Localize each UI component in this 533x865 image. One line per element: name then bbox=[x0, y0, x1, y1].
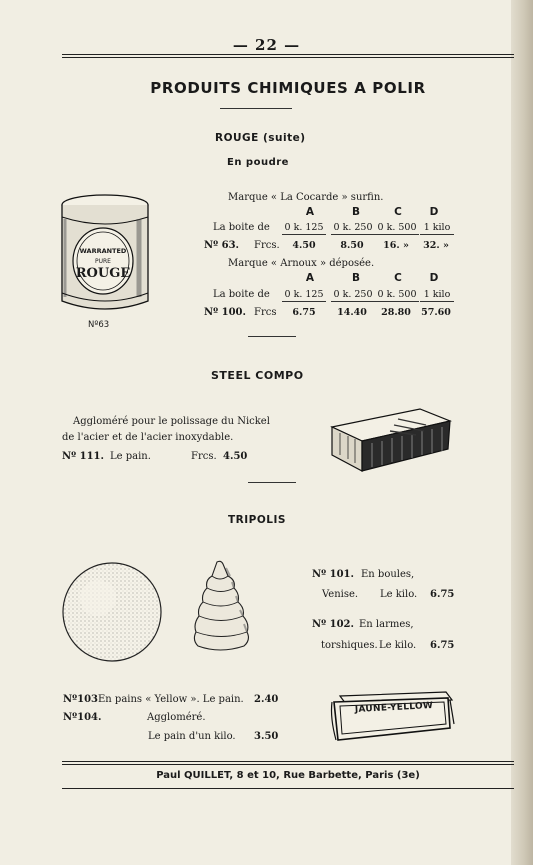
item-101-unit: Le kilo. bbox=[380, 589, 418, 600]
footer-rule-3 bbox=[62, 788, 514, 789]
item-100-unit: Frcs bbox=[254, 307, 277, 318]
item-103-price: 2.40 bbox=[254, 694, 279, 705]
top-rule-2 bbox=[62, 57, 514, 58]
size-c-2: 0 k. 500 bbox=[375, 289, 419, 302]
col-letter-b: B bbox=[351, 206, 360, 218]
item-101-number: Nº 101. bbox=[312, 569, 354, 580]
rouge-tin-illustration bbox=[55, 193, 155, 318]
item-101-price: 6.75 bbox=[430, 589, 455, 600]
col-letter-c: C bbox=[394, 206, 402, 218]
item-63-price-c: 16. » bbox=[383, 240, 409, 251]
col2-letter-b: B bbox=[351, 272, 360, 284]
yellow-bar-illustration bbox=[328, 688, 456, 746]
item-102-line1: En larmes, bbox=[359, 619, 414, 630]
tin-caption: Nº63 bbox=[88, 320, 110, 330]
divider-2 bbox=[248, 482, 296, 483]
item-102-price: 6.75 bbox=[430, 640, 455, 651]
item-63-price-b: 8.50 bbox=[340, 240, 364, 251]
item-63-unit: Frcs. bbox=[254, 240, 280, 251]
size-b-1: 0 k. 250 bbox=[331, 222, 375, 235]
footer-rule-1 bbox=[62, 761, 514, 762]
tripolis-cone-illustration bbox=[190, 558, 252, 654]
item-104-line1: Aggloméré. bbox=[147, 712, 206, 723]
steel-bar-illustration bbox=[328, 405, 453, 475]
size-d-1: 1 kilo bbox=[420, 222, 454, 235]
size-b-2: 0 k. 250 bbox=[331, 289, 375, 302]
size-a-2: 0 k. 125 bbox=[282, 289, 326, 302]
item-100-price-b: 14.40 bbox=[337, 307, 367, 318]
item-111-unit: Le pain. bbox=[110, 451, 151, 462]
title-underline bbox=[220, 108, 292, 109]
tin-label-main: ROUGE bbox=[75, 266, 131, 281]
col-letter-a: A bbox=[305, 206, 315, 218]
item-102-number: Nº 102. bbox=[312, 619, 354, 630]
top-rule bbox=[62, 54, 514, 55]
tripolis-ball-illustration bbox=[60, 560, 165, 665]
tin-label-top: WARRANTED bbox=[79, 247, 127, 255]
page-title: PRODUITS CHIMIQUES A POLIR bbox=[150, 79, 426, 97]
item-100-price-c: 28.80 bbox=[381, 307, 411, 318]
item-102-line2: torshiques. bbox=[321, 640, 378, 651]
divider-1 bbox=[248, 336, 296, 337]
tin-label-mid: PURE bbox=[95, 258, 111, 265]
marque-2: Marque « Arnoux » déposée. bbox=[228, 258, 375, 269]
steel-desc-1: Aggloméré pour le polissage du Nickel bbox=[73, 416, 270, 427]
item-111-price: 4.50 bbox=[223, 451, 248, 462]
item-100-number: Nº 100. bbox=[204, 307, 246, 318]
yellow-bar-label: JAUNE-YELLOW bbox=[354, 700, 434, 716]
steel-desc-2: de l'acier et de l'acier inoxydable. bbox=[62, 432, 234, 443]
item-102-unit: Le kilo. bbox=[379, 640, 417, 651]
rouge-heading: ROUGE (suite) bbox=[215, 132, 306, 144]
item-103-text: En pains « Yellow ». Le pain. bbox=[98, 694, 244, 705]
item-104-line2: Le pain d'un kilo. bbox=[148, 731, 236, 742]
item-63-number: Nº 63. bbox=[204, 240, 240, 251]
footer-address: Paul QUILLET, 8 et 10, Rue Barbette, Paris (3e) bbox=[156, 770, 420, 781]
item-100-price-d: 57.60 bbox=[421, 307, 451, 318]
col2-letter-c: C bbox=[394, 272, 402, 284]
item-101-line2: Venise. bbox=[322, 589, 359, 600]
item-104-number: Nº104. bbox=[63, 712, 102, 723]
steel-heading: STEEL COMPO bbox=[211, 369, 304, 382]
col2-letter-d: D bbox=[429, 272, 439, 284]
col-letter-d: D bbox=[429, 206, 439, 218]
item-63-price-a: 4.50 bbox=[292, 240, 316, 251]
row-label-2: La boite de bbox=[213, 289, 270, 300]
item-103-number: Nº103 bbox=[63, 694, 99, 705]
item-100-price-a: 6.75 bbox=[292, 307, 316, 318]
size-a-1: 0 k. 125 bbox=[282, 222, 326, 235]
page-spine bbox=[511, 0, 533, 865]
item-63-price-d: 32. » bbox=[423, 240, 449, 251]
item-111-currency: Frcs. bbox=[191, 451, 217, 462]
item-101-line1: En boules, bbox=[361, 569, 415, 580]
marque-1: Marque « La Cocarde » surfin. bbox=[228, 192, 384, 203]
item-104-price: 3.50 bbox=[254, 731, 279, 742]
page-number: — 22 — bbox=[232, 36, 301, 54]
size-d-2: 1 kilo bbox=[420, 289, 454, 302]
item-111-number: Nº 111. bbox=[62, 451, 104, 462]
footer-rule-2 bbox=[62, 764, 514, 765]
col2-letter-a: A bbox=[305, 272, 315, 284]
rouge-subheading: En poudre bbox=[227, 157, 289, 168]
size-c-1: 0 k. 500 bbox=[375, 222, 419, 235]
row-label-1: La boite de bbox=[213, 222, 270, 233]
tripolis-heading: TRIPOLIS bbox=[228, 514, 286, 526]
